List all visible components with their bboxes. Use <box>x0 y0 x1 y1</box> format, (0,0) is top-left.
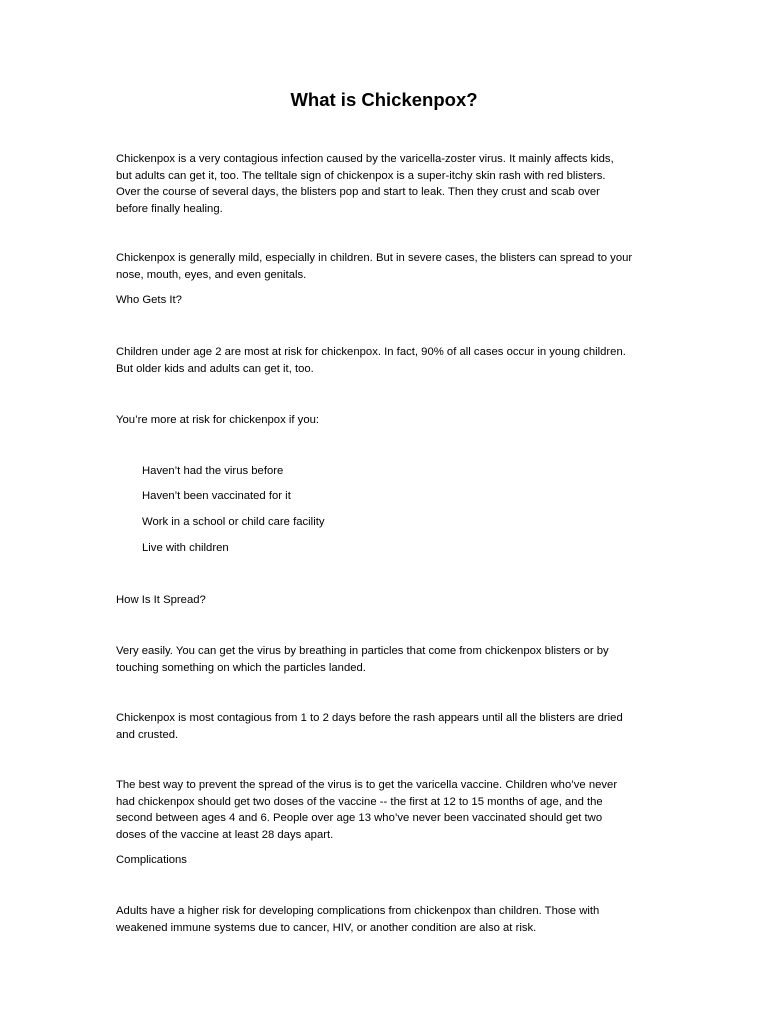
paragraph-line: Very easily. You can get the virus by breathing in particles that come from chickenpox blisters or by <box>116 645 609 657</box>
paragraph-line: But older kids and adults can get it, too. <box>116 362 314 375</box>
paragraph-line: touching something on which the particles landed. <box>116 661 366 674</box>
intro-paragraph <box>116 151 656 218</box>
who-gets-it-paragraph <box>116 344 656 377</box>
paragraph-line: Children under age 2 are most at risk for chickenpox. In fact, 90% of all cases occur in young children. <box>116 346 626 358</box>
paragraph-line: nose, mouth, eyes, and even genitals. <box>116 268 307 281</box>
paragraph-line: Over the course of several days, the blisters pop and start to leak. Then they crust and scab over <box>116 186 600 199</box>
how-spread-heading: How Is It Spread? <box>116 594 206 606</box>
paragraph-line: second between ages 4 and 6. People over age 13 who’ve never been vaccinated should get two <box>116 812 603 825</box>
complications-paragraph <box>116 903 656 936</box>
paragraph-line: but adults can get it, too. The telltale sign of chickenpox is a super-itchy skin rash with red blisters. <box>116 169 606 182</box>
risk-list-item: Haven’t been vaccinated for it <box>142 490 291 502</box>
paragraph-line: Chickenpox is generally mild, especially in children. But in severe cases, the blisters can spread to your <box>116 252 633 264</box>
paragraph-line: doses of the vaccine at least 28 days apart. <box>116 829 334 842</box>
spread-paragraph <box>116 643 656 676</box>
paragraph-line: before finally healing. <box>116 203 223 216</box>
paragraph-line: had chickenpox should get two doses of the vaccine -- the first at 12 to 15 months of age, and the <box>116 795 603 808</box>
risk-list-item: Work in a school or child care facility <box>142 516 325 528</box>
paragraph-line: weakened immune systems due to cancer, HIV, or another condition are also at risk. <box>116 921 537 934</box>
paragraph-line: Chickenpox is most contagious from 1 to 2 days before the rash appears until all the blisters are dried <box>116 712 623 724</box>
complications-heading: Complications <box>116 854 187 866</box>
contagious-paragraph <box>116 710 656 743</box>
severity-paragraph <box>116 250 656 283</box>
risk-list-item: Live with children <box>142 542 229 554</box>
risk-list-item: Haven’t had the virus before <box>142 465 284 477</box>
page-title: What is Chickenpox? <box>290 89 478 110</box>
paragraph-line: Adults have a higher risk for developing complications from chickenpox than children. Those with <box>116 905 600 917</box>
paragraph-line: The best way to prevent the spread of the virus is to get the varicella vaccine. Children who’ve never <box>116 779 618 791</box>
prevention-paragraph <box>116 777 656 844</box>
who-gets-it-heading: Who Gets It? <box>116 294 182 306</box>
risk-intro: You’re more at risk for chickenpox if you: <box>116 414 320 426</box>
paragraph-line: and crusted. <box>116 728 179 741</box>
paragraph-line: Chickenpox is a very contagious infection caused by the varicella-zoster virus. It mainly affects kids, <box>116 153 614 165</box>
